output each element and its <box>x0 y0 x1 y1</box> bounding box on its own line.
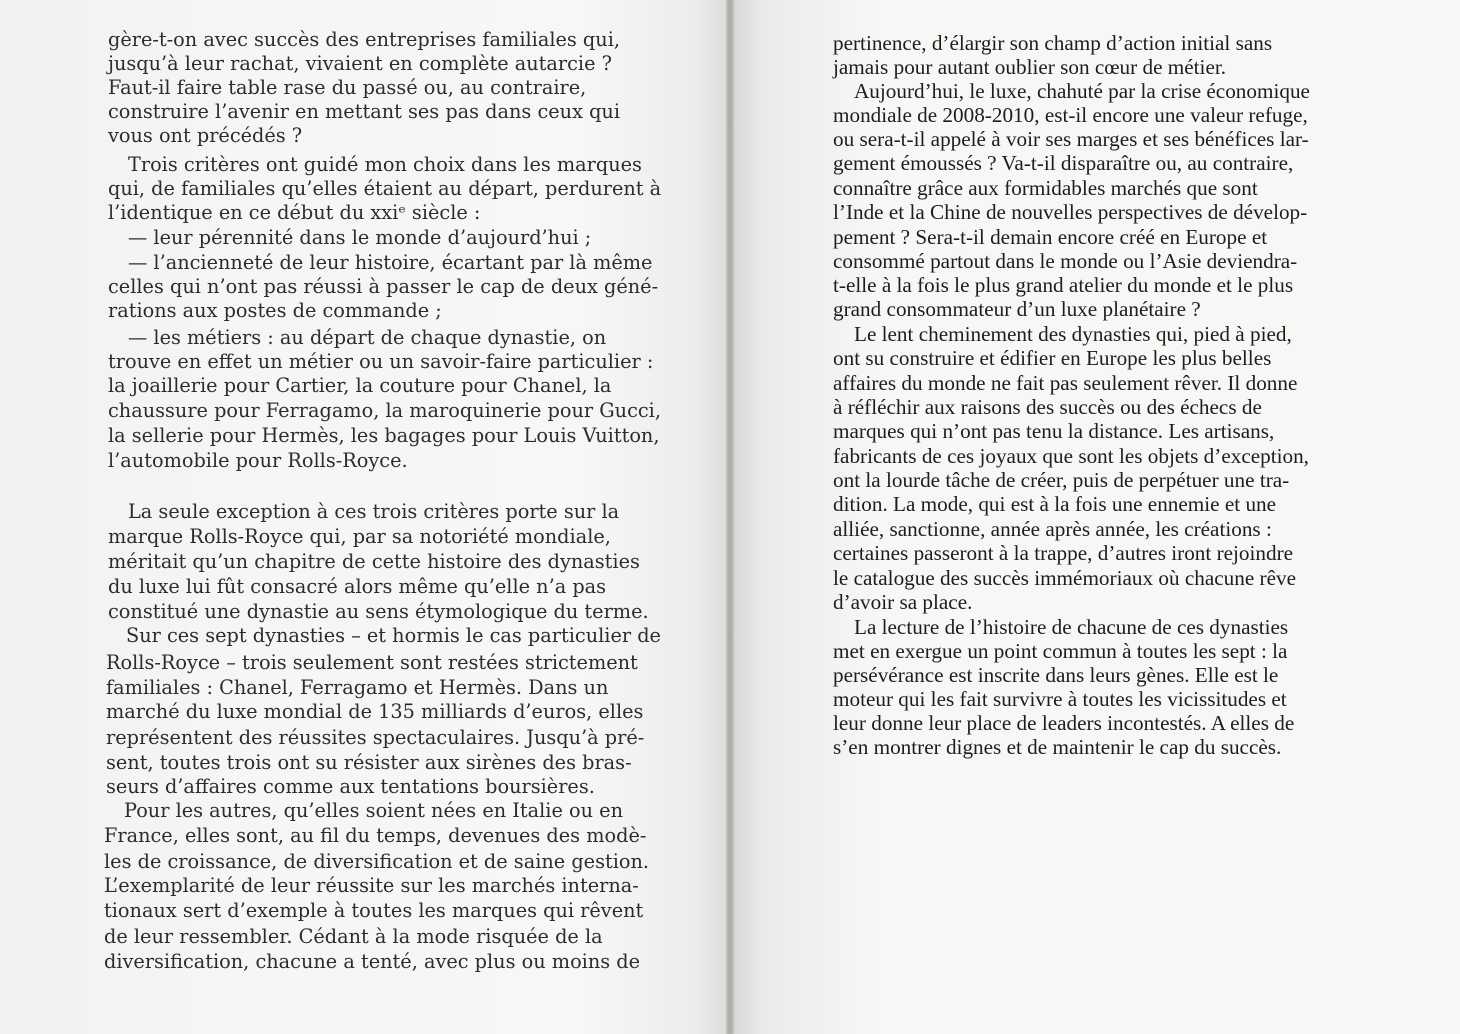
text-line: met en exergue un point commun à toutes les sept : la <box>833 639 1288 663</box>
text-line: de leur ressembler. Cédant à la mode risquée de la <box>104 925 603 948</box>
text-line: leur donne leur place de leaders incontestés. A elles de <box>833 711 1295 735</box>
text-line: méritait qu’un chapitre de cette histoire des dynasties <box>108 550 640 573</box>
text-line: mondiale de 2008-2010, est-il encore une valeur refuge, <box>833 103 1308 127</box>
text-line: Faut-il faire table rase du passé ou, au contraire, <box>108 76 587 99</box>
text-line: d’avoir sa place. <box>833 590 973 614</box>
text-line: celles qui n’ont pas réussi à passer le cap de deux géné- <box>108 275 659 298</box>
text-line: vous ont précédés ? <box>108 124 303 147</box>
text-line: sent, toutes trois ont su résister aux sirènes des bras- <box>106 751 632 774</box>
book-gutter <box>726 0 734 1034</box>
text-line: construire l’avenir en mettant ses pas dans ceux qui <box>108 100 621 123</box>
text-line: le catalogue des succès immémoriaux où chacune rêve <box>833 566 1296 590</box>
text-line: alliée, sanctionne, année après année, les créations : <box>833 517 1272 541</box>
text-line: ou sera-t-il appelé à voir ses marges et ses bénéfices lar- <box>833 127 1309 151</box>
text-line: s’en montrer dignes et de maintenir le cap du succès. <box>833 735 1282 759</box>
left-page <box>0 0 726 1034</box>
text-line: Le lent cheminement des dynasties qui, pied à pied, <box>854 322 1292 346</box>
text-line: trouve en effet un métier ou un savoir-faire particulier : <box>108 350 654 373</box>
text-line: Rolls-Royce – trois seulement sont restées strictement <box>106 651 638 674</box>
text-line: consommé partout dans le monde ou l’Asie deviendra- <box>833 249 1298 273</box>
text-line: moteur qui les fait survivre à toutes les vicissitudes et <box>833 687 1287 711</box>
text-line: gement émoussés ? Va-t-il disparaître ou, au contraire, <box>833 151 1294 175</box>
text-line: représentent des réussites spectaculaires. Jusqu’à pré- <box>106 726 645 749</box>
text-line: constitué une dynastie au sens étymologique du terme. <box>108 600 649 623</box>
text-line: l’automobile pour Rolls-Royce. <box>108 449 408 472</box>
text-line: ont su construire et édifier en Europe les plus belles <box>833 346 1272 370</box>
text-line: dition. La mode, qui est à la fois une ennemie et une <box>833 492 1277 516</box>
text-line: certaines passeront à la trappe, d’autres iront rejoindre <box>833 541 1294 565</box>
text-line: persévérance est inscrite dans leurs gènes. Elle est le <box>833 663 1279 687</box>
text-line: La seule exception à ces trois critères porte sur la <box>128 500 620 523</box>
text-line: Sur ces sept dynasties – et hormis le cas particulier de <box>126 624 661 647</box>
text-line: pement ? Sera-t-il demain encore créé en Europe et <box>833 225 1268 249</box>
text-line: les de croissance, de diversification et de saine gestion. <box>104 850 650 873</box>
text-line: — l’ancienneté de leur histoire, écartant par là même <box>128 251 653 274</box>
text-line: la joaillerie pour Cartier, la couture pour Chanel, la <box>108 374 612 397</box>
text-line: Trois critères ont guidé mon choix dans les marques <box>128 153 642 176</box>
text-line: à réfléchir aux raisons des succès ou des échecs de <box>833 395 1262 419</box>
text-line: jusqu’à leur rachat, vivaient en complète autarcie ? <box>108 52 612 75</box>
text-line: tionaux sert d’exemple à toutes les marques qui rêvent <box>104 899 644 922</box>
text-line: affaires du monde ne fait pas seulement rêver. Il donne <box>833 371 1298 395</box>
text-line: ont la lourde tâche de créer, puis de perpétuer une tra- <box>833 468 1290 492</box>
text-line: grand consommateur d’un luxe planétaire ? <box>833 297 1201 321</box>
text-line: connaître grâce aux formidables marchés que sont <box>833 176 1258 200</box>
text-line: l’Inde et la Chine de nouvelles perspectives de dévelop- <box>833 200 1308 224</box>
text-line: la sellerie pour Hermès, les bagages pour Louis Vuitton, <box>108 424 660 447</box>
text-line: chaussure pour Ferragamo, la maroquinerie pour Gucci, <box>108 399 661 422</box>
text-line: La lecture de l’histoire de chacune de ces dynasties <box>854 615 1289 639</box>
text-line: L’exemplarité de leur réussite sur les marchés interna- <box>104 874 639 897</box>
text-line: pertinence, d’élargir son champ d’action initial sans <box>833 31 1273 55</box>
text-line: marques qui n’ont pas tenu la distance. Les artisans, <box>833 419 1275 443</box>
text-line: — les métiers : au départ de chaque dynastie, on <box>128 326 607 349</box>
text-line: gère-t-on avec succès des entreprises familiales qui, <box>108 28 620 51</box>
text-line: t-elle à la fois le plus grand atelier du monde et le plus <box>833 273 1294 297</box>
text-line: marque Rolls-Royce qui, par sa notoriété mondiale, <box>108 525 611 548</box>
text-line: jamais pour autant oublier son cœur de métier. <box>833 55 1227 79</box>
text-line: — leur pérennité dans le monde d’aujourd’hui ; <box>128 226 592 249</box>
text-line: l’identique en ce début du xxiᵉ siècle : <box>108 201 481 224</box>
text-line: du luxe lui fût consacré alors même qu’elle n’a pas <box>108 575 607 598</box>
text-line: Aujourd’hui, le luxe, chahuté par la crise économique <box>854 79 1310 103</box>
text-line: qui, de familiales qu’elles étaient au départ, perdurent à <box>108 177 662 200</box>
text-line: Pour les autres, qu’elles soient nées en Italie ou en <box>124 799 623 822</box>
text-line: diversification, chacune a tenté, avec plus ou moins de <box>104 950 641 973</box>
right-page <box>734 0 1460 1034</box>
text-line: rations aux postes de commande ; <box>108 299 442 322</box>
text-line: fabricants de ces joyaux que sont les objets d’exception, <box>833 444 1309 468</box>
text-line: familiales : Chanel, Ferragamo et Hermès. Dans un <box>106 676 609 699</box>
text-line: France, elles sont, au fil du temps, devenues des modè- <box>104 824 647 847</box>
text-line: marché du luxe mondial de 135 milliards d’euros, elles <box>106 700 644 723</box>
text-line: seurs d’affaires comme aux tentations boursières. <box>106 775 595 798</box>
